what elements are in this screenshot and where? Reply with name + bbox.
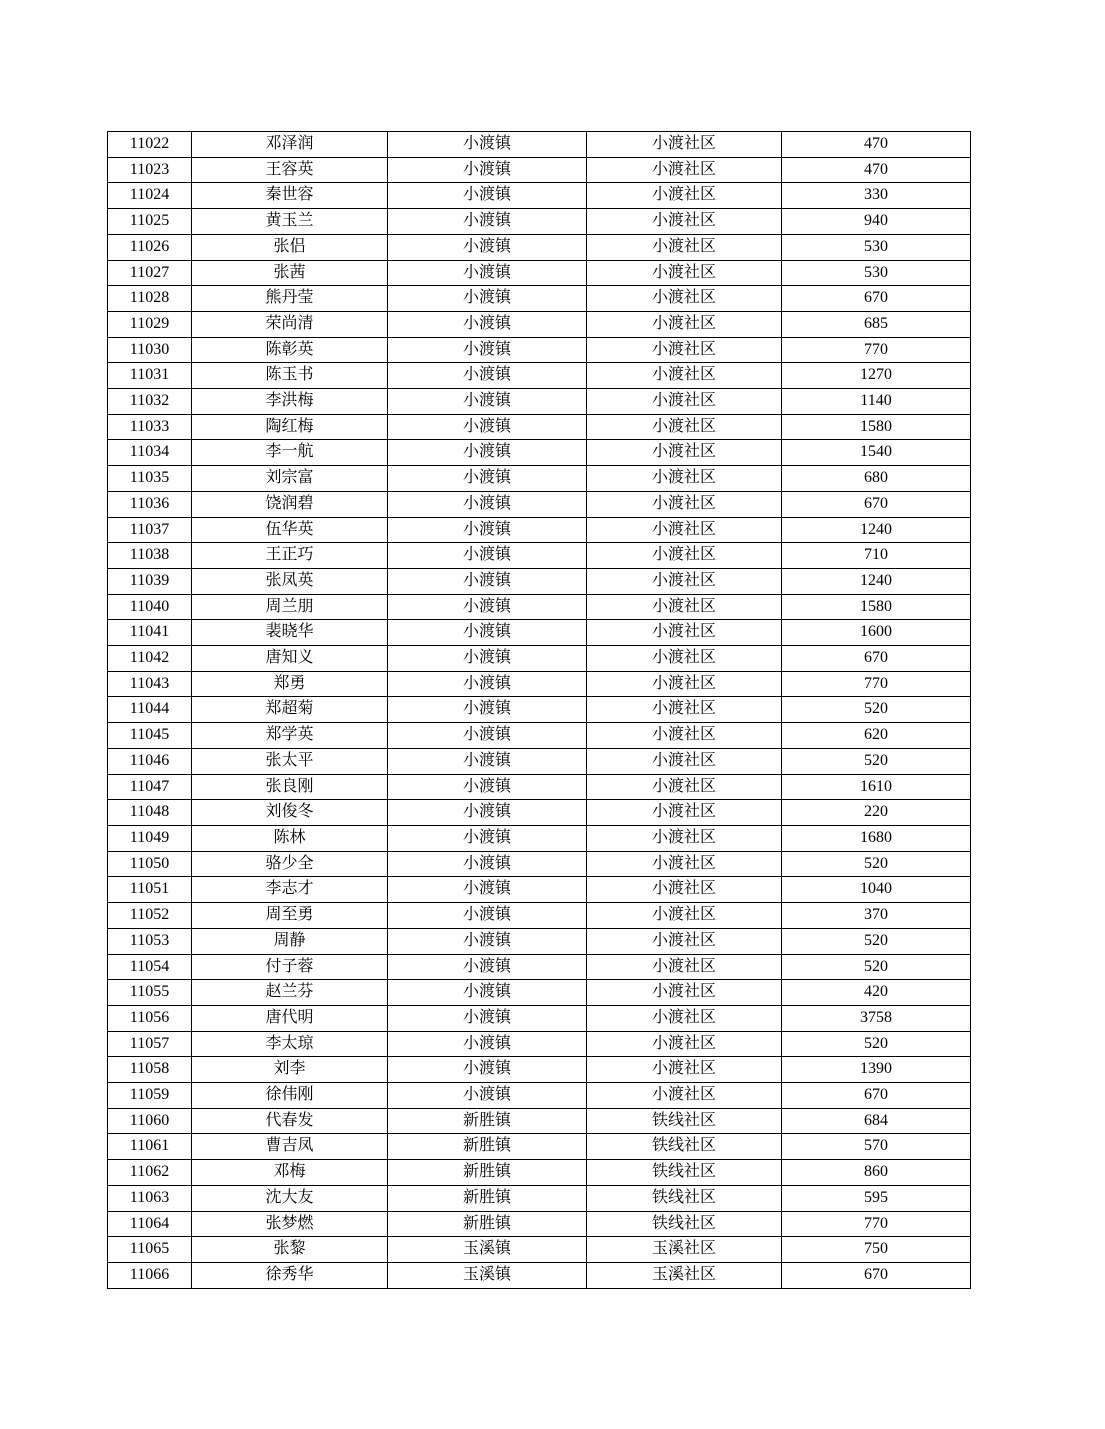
cell-name: 曹吉凤 bbox=[192, 1134, 388, 1160]
cell-id: 11056 bbox=[108, 1005, 192, 1031]
table-row bbox=[108, 800, 971, 826]
table-row bbox=[108, 748, 971, 774]
cell-id: 11041 bbox=[108, 620, 192, 646]
cell-amount: 220 bbox=[782, 800, 971, 826]
cell-name: 赵兰芬 bbox=[192, 980, 388, 1006]
cell-community: 小渡社区 bbox=[587, 363, 782, 389]
cell-town: 小渡镇 bbox=[388, 723, 587, 749]
cell-amount: 1610 bbox=[782, 774, 971, 800]
cell-town: 小渡镇 bbox=[388, 543, 587, 569]
cell-name: 邓梅 bbox=[192, 1160, 388, 1186]
table-row bbox=[108, 1005, 971, 1031]
cell-community: 小渡社区 bbox=[587, 825, 782, 851]
cell-community: 小渡社区 bbox=[587, 389, 782, 415]
cell-town: 小渡镇 bbox=[388, 337, 587, 363]
cell-name: 秦世容 bbox=[192, 183, 388, 209]
cell-id: 11042 bbox=[108, 646, 192, 672]
cell-town: 新胜镇 bbox=[388, 1185, 587, 1211]
cell-name: 裴晓华 bbox=[192, 620, 388, 646]
cell-amount: 685 bbox=[782, 311, 971, 337]
table-row bbox=[108, 414, 971, 440]
cell-id: 11045 bbox=[108, 723, 192, 749]
cell-town: 小渡镇 bbox=[388, 132, 587, 158]
cell-amount: 680 bbox=[782, 466, 971, 492]
cell-name: 荣尚清 bbox=[192, 311, 388, 337]
cell-id: 11050 bbox=[108, 851, 192, 877]
cell-id: 11038 bbox=[108, 543, 192, 569]
table-row bbox=[108, 337, 971, 363]
cell-name: 刘李 bbox=[192, 1057, 388, 1083]
table-row bbox=[108, 466, 971, 492]
cell-town: 小渡镇 bbox=[388, 260, 587, 286]
cell-id: 11040 bbox=[108, 594, 192, 620]
cell-community: 小渡社区 bbox=[587, 774, 782, 800]
table-row bbox=[108, 774, 971, 800]
cell-town: 小渡镇 bbox=[388, 594, 587, 620]
cell-amount: 770 bbox=[782, 671, 971, 697]
cell-name: 王正巧 bbox=[192, 543, 388, 569]
table-row bbox=[108, 260, 971, 286]
cell-name: 张凤英 bbox=[192, 568, 388, 594]
cell-name: 张梦燃 bbox=[192, 1211, 388, 1237]
cell-town: 小渡镇 bbox=[388, 466, 587, 492]
table-row bbox=[108, 954, 971, 980]
cell-name: 张侣 bbox=[192, 234, 388, 260]
cell-community: 小渡社区 bbox=[587, 903, 782, 929]
table-row bbox=[108, 389, 971, 415]
cell-name: 张良刚 bbox=[192, 774, 388, 800]
cell-amount: 1240 bbox=[782, 568, 971, 594]
cell-amount: 770 bbox=[782, 337, 971, 363]
cell-town: 小渡镇 bbox=[388, 774, 587, 800]
cell-town: 小渡镇 bbox=[388, 311, 587, 337]
table-row bbox=[108, 1160, 971, 1186]
cell-id: 11023 bbox=[108, 157, 192, 183]
cell-id: 11052 bbox=[108, 903, 192, 929]
table-row bbox=[108, 877, 971, 903]
cell-id: 11035 bbox=[108, 466, 192, 492]
table-container bbox=[107, 131, 971, 1289]
cell-amount: 670 bbox=[782, 286, 971, 312]
table-row bbox=[108, 1108, 971, 1134]
cell-amount: 670 bbox=[782, 1262, 971, 1288]
cell-community: 玉溪社区 bbox=[587, 1237, 782, 1263]
table-row bbox=[108, 1031, 971, 1057]
cell-id: 11064 bbox=[108, 1211, 192, 1237]
cell-id: 11063 bbox=[108, 1185, 192, 1211]
cell-community: 小渡社区 bbox=[587, 568, 782, 594]
cell-name: 刘宗富 bbox=[192, 466, 388, 492]
table-row bbox=[108, 517, 971, 543]
cell-community: 小渡社区 bbox=[587, 286, 782, 312]
cell-community: 小渡社区 bbox=[587, 954, 782, 980]
cell-name: 唐代明 bbox=[192, 1005, 388, 1031]
cell-town: 小渡镇 bbox=[388, 389, 587, 415]
cell-town: 小渡镇 bbox=[388, 671, 587, 697]
cell-community: 小渡社区 bbox=[587, 414, 782, 440]
cell-amount: 530 bbox=[782, 234, 971, 260]
cell-amount: 470 bbox=[782, 157, 971, 183]
table-row bbox=[108, 1185, 971, 1211]
cell-id: 11061 bbox=[108, 1134, 192, 1160]
cell-id: 11025 bbox=[108, 209, 192, 235]
cell-amount: 1270 bbox=[782, 363, 971, 389]
cell-town: 小渡镇 bbox=[388, 517, 587, 543]
cell-amount: 670 bbox=[782, 646, 971, 672]
cell-town: 小渡镇 bbox=[388, 877, 587, 903]
cell-name: 黄玉兰 bbox=[192, 209, 388, 235]
cell-town: 小渡镇 bbox=[388, 234, 587, 260]
cell-amount: 520 bbox=[782, 954, 971, 980]
cell-name: 张太平 bbox=[192, 748, 388, 774]
cell-community: 小渡社区 bbox=[587, 1083, 782, 1109]
cell-amount: 1580 bbox=[782, 594, 971, 620]
cell-amount: 520 bbox=[782, 748, 971, 774]
cell-amount: 684 bbox=[782, 1108, 971, 1134]
cell-id: 11032 bbox=[108, 389, 192, 415]
cell-town: 小渡镇 bbox=[388, 851, 587, 877]
cell-community: 小渡社区 bbox=[587, 1057, 782, 1083]
cell-amount: 520 bbox=[782, 1031, 971, 1057]
table-row bbox=[108, 671, 971, 697]
cell-town: 小渡镇 bbox=[388, 183, 587, 209]
cell-amount: 1600 bbox=[782, 620, 971, 646]
cell-amount: 530 bbox=[782, 260, 971, 286]
cell-name: 骆少全 bbox=[192, 851, 388, 877]
cell-id: 11031 bbox=[108, 363, 192, 389]
cell-town: 小渡镇 bbox=[388, 414, 587, 440]
table-row bbox=[108, 851, 971, 877]
cell-town: 小渡镇 bbox=[388, 1005, 587, 1031]
cell-name: 郑勇 bbox=[192, 671, 388, 697]
cell-amount: 520 bbox=[782, 851, 971, 877]
table-row bbox=[108, 723, 971, 749]
cell-amount: 595 bbox=[782, 1185, 971, 1211]
cell-id: 11022 bbox=[108, 132, 192, 158]
table-row bbox=[108, 1057, 971, 1083]
cell-town: 小渡镇 bbox=[388, 800, 587, 826]
cell-name: 邓泽润 bbox=[192, 132, 388, 158]
table-row bbox=[108, 594, 971, 620]
table-row bbox=[108, 440, 971, 466]
cell-id: 11037 bbox=[108, 517, 192, 543]
cell-town: 小渡镇 bbox=[388, 286, 587, 312]
cell-town: 小渡镇 bbox=[388, 903, 587, 929]
cell-community: 小渡社区 bbox=[587, 466, 782, 492]
table-row bbox=[108, 311, 971, 337]
cell-id: 11051 bbox=[108, 877, 192, 903]
cell-id: 11043 bbox=[108, 671, 192, 697]
cell-name: 徐秀华 bbox=[192, 1262, 388, 1288]
cell-name: 熊丹莹 bbox=[192, 286, 388, 312]
cell-amount: 670 bbox=[782, 1083, 971, 1109]
cell-name: 王容英 bbox=[192, 157, 388, 183]
cell-community: 小渡社区 bbox=[587, 260, 782, 286]
cell-id: 11024 bbox=[108, 183, 192, 209]
cell-amount: 1140 bbox=[782, 389, 971, 415]
cell-community: 小渡社区 bbox=[587, 697, 782, 723]
cell-town: 小渡镇 bbox=[388, 646, 587, 672]
cell-id: 11054 bbox=[108, 954, 192, 980]
table-row bbox=[108, 1083, 971, 1109]
cell-community: 小渡社区 bbox=[587, 723, 782, 749]
cell-id: 11058 bbox=[108, 1057, 192, 1083]
data-table bbox=[107, 131, 971, 1289]
table-row bbox=[108, 1262, 971, 1288]
cell-amount: 1240 bbox=[782, 517, 971, 543]
cell-name: 沈大友 bbox=[192, 1185, 388, 1211]
cell-community: 小渡社区 bbox=[587, 209, 782, 235]
cell-amount: 620 bbox=[782, 723, 971, 749]
cell-id: 11062 bbox=[108, 1160, 192, 1186]
cell-town: 新胜镇 bbox=[388, 1134, 587, 1160]
cell-amount: 1580 bbox=[782, 414, 971, 440]
cell-amount: 860 bbox=[782, 1160, 971, 1186]
table-row bbox=[108, 620, 971, 646]
cell-community: 小渡社区 bbox=[587, 132, 782, 158]
table-row bbox=[108, 209, 971, 235]
cell-town: 小渡镇 bbox=[388, 1057, 587, 1083]
table-row bbox=[108, 825, 971, 851]
cell-id: 11033 bbox=[108, 414, 192, 440]
cell-id: 11036 bbox=[108, 491, 192, 517]
cell-name: 刘俊冬 bbox=[192, 800, 388, 826]
cell-id: 11047 bbox=[108, 774, 192, 800]
table-row bbox=[108, 646, 971, 672]
cell-amount: 3758 bbox=[782, 1005, 971, 1031]
cell-community: 小渡社区 bbox=[587, 234, 782, 260]
cell-id: 11028 bbox=[108, 286, 192, 312]
cell-name: 张茜 bbox=[192, 260, 388, 286]
cell-amount: 570 bbox=[782, 1134, 971, 1160]
cell-amount: 770 bbox=[782, 1211, 971, 1237]
table-row bbox=[108, 543, 971, 569]
cell-town: 小渡镇 bbox=[388, 209, 587, 235]
cell-id: 11039 bbox=[108, 568, 192, 594]
cell-amount: 370 bbox=[782, 903, 971, 929]
cell-community: 小渡社区 bbox=[587, 646, 782, 672]
table-row bbox=[108, 697, 971, 723]
cell-amount: 520 bbox=[782, 697, 971, 723]
cell-community: 小渡社区 bbox=[587, 1031, 782, 1057]
cell-community: 铁线社区 bbox=[587, 1108, 782, 1134]
cell-id: 11057 bbox=[108, 1031, 192, 1057]
cell-town: 新胜镇 bbox=[388, 1108, 587, 1134]
cell-id: 11048 bbox=[108, 800, 192, 826]
cell-id: 11055 bbox=[108, 980, 192, 1006]
cell-name: 李太琼 bbox=[192, 1031, 388, 1057]
cell-amount: 470 bbox=[782, 132, 971, 158]
cell-name: 周静 bbox=[192, 928, 388, 954]
cell-id: 11027 bbox=[108, 260, 192, 286]
cell-id: 11030 bbox=[108, 337, 192, 363]
cell-community: 铁线社区 bbox=[587, 1160, 782, 1186]
cell-town: 小渡镇 bbox=[388, 157, 587, 183]
cell-community: 小渡社区 bbox=[587, 440, 782, 466]
cell-amount: 1680 bbox=[782, 825, 971, 851]
cell-id: 11049 bbox=[108, 825, 192, 851]
cell-id: 11044 bbox=[108, 697, 192, 723]
cell-name: 周兰朋 bbox=[192, 594, 388, 620]
cell-town: 小渡镇 bbox=[388, 697, 587, 723]
cell-amount: 520 bbox=[782, 928, 971, 954]
cell-name: 徐伟刚 bbox=[192, 1083, 388, 1109]
cell-name: 陶红梅 bbox=[192, 414, 388, 440]
table-row bbox=[108, 1211, 971, 1237]
cell-name: 陈林 bbox=[192, 825, 388, 851]
cell-town: 小渡镇 bbox=[388, 980, 587, 1006]
table-row bbox=[108, 1134, 971, 1160]
cell-id: 11026 bbox=[108, 234, 192, 260]
cell-id: 11060 bbox=[108, 1108, 192, 1134]
table-row bbox=[108, 491, 971, 517]
cell-name: 张黎 bbox=[192, 1237, 388, 1263]
cell-town: 玉溪镇 bbox=[388, 1237, 587, 1263]
table-row bbox=[108, 157, 971, 183]
cell-community: 小渡社区 bbox=[587, 877, 782, 903]
table-row bbox=[108, 132, 971, 158]
cell-name: 李志才 bbox=[192, 877, 388, 903]
cell-name: 唐知义 bbox=[192, 646, 388, 672]
cell-id: 11053 bbox=[108, 928, 192, 954]
cell-community: 小渡社区 bbox=[587, 800, 782, 826]
table-row bbox=[108, 183, 971, 209]
cell-name: 饶润碧 bbox=[192, 491, 388, 517]
cell-town: 小渡镇 bbox=[388, 620, 587, 646]
cell-community: 小渡社区 bbox=[587, 517, 782, 543]
cell-amount: 420 bbox=[782, 980, 971, 1006]
cell-amount: 670 bbox=[782, 491, 971, 517]
cell-town: 小渡镇 bbox=[388, 568, 587, 594]
cell-community: 铁线社区 bbox=[587, 1185, 782, 1211]
cell-id: 11034 bbox=[108, 440, 192, 466]
table-row bbox=[108, 903, 971, 929]
cell-town: 小渡镇 bbox=[388, 954, 587, 980]
cell-amount: 710 bbox=[782, 543, 971, 569]
table-row bbox=[108, 928, 971, 954]
cell-town: 小渡镇 bbox=[388, 748, 587, 774]
table-row bbox=[108, 234, 971, 260]
cell-name: 付子蓉 bbox=[192, 954, 388, 980]
cell-community: 小渡社区 bbox=[587, 594, 782, 620]
cell-name: 陈玉书 bbox=[192, 363, 388, 389]
cell-community: 铁线社区 bbox=[587, 1211, 782, 1237]
cell-name: 郑超菊 bbox=[192, 697, 388, 723]
cell-community: 小渡社区 bbox=[587, 671, 782, 697]
cell-town: 新胜镇 bbox=[388, 1160, 587, 1186]
cell-town: 小渡镇 bbox=[388, 825, 587, 851]
table-row bbox=[108, 1237, 971, 1263]
cell-id: 11059 bbox=[108, 1083, 192, 1109]
cell-name: 郑学英 bbox=[192, 723, 388, 749]
table-body bbox=[108, 132, 971, 1289]
cell-amount: 1540 bbox=[782, 440, 971, 466]
cell-name: 陈彰英 bbox=[192, 337, 388, 363]
cell-name: 代春发 bbox=[192, 1108, 388, 1134]
cell-id: 11046 bbox=[108, 748, 192, 774]
cell-community: 小渡社区 bbox=[587, 748, 782, 774]
cell-community: 小渡社区 bbox=[587, 311, 782, 337]
cell-community: 小渡社区 bbox=[587, 337, 782, 363]
cell-town: 小渡镇 bbox=[388, 928, 587, 954]
cell-community: 小渡社区 bbox=[587, 980, 782, 1006]
cell-town: 小渡镇 bbox=[388, 1083, 587, 1109]
cell-amount: 1390 bbox=[782, 1057, 971, 1083]
cell-id: 11029 bbox=[108, 311, 192, 337]
cell-town: 玉溪镇 bbox=[388, 1262, 587, 1288]
table-row bbox=[108, 363, 971, 389]
cell-town: 小渡镇 bbox=[388, 440, 587, 466]
cell-amount: 940 bbox=[782, 209, 971, 235]
cell-community: 小渡社区 bbox=[587, 620, 782, 646]
cell-community: 小渡社区 bbox=[587, 543, 782, 569]
cell-amount: 330 bbox=[782, 183, 971, 209]
cell-community: 小渡社区 bbox=[587, 928, 782, 954]
cell-community: 玉溪社区 bbox=[587, 1262, 782, 1288]
cell-name: 伍华英 bbox=[192, 517, 388, 543]
cell-community: 小渡社区 bbox=[587, 491, 782, 517]
cell-community: 小渡社区 bbox=[587, 157, 782, 183]
cell-name: 李洪梅 bbox=[192, 389, 388, 415]
cell-community: 小渡社区 bbox=[587, 183, 782, 209]
cell-town: 小渡镇 bbox=[388, 363, 587, 389]
cell-town: 小渡镇 bbox=[388, 491, 587, 517]
cell-community: 小渡社区 bbox=[587, 1005, 782, 1031]
cell-town: 小渡镇 bbox=[388, 1031, 587, 1057]
cell-amount: 750 bbox=[782, 1237, 971, 1263]
cell-community: 铁线社区 bbox=[587, 1134, 782, 1160]
cell-town: 新胜镇 bbox=[388, 1211, 587, 1237]
cell-name: 李一航 bbox=[192, 440, 388, 466]
table-row bbox=[108, 286, 971, 312]
cell-community: 小渡社区 bbox=[587, 851, 782, 877]
table-row bbox=[108, 568, 971, 594]
cell-amount: 1040 bbox=[782, 877, 971, 903]
table-row bbox=[108, 980, 971, 1006]
cell-name: 周至勇 bbox=[192, 903, 388, 929]
cell-id: 11065 bbox=[108, 1237, 192, 1263]
cell-id: 11066 bbox=[108, 1262, 192, 1288]
